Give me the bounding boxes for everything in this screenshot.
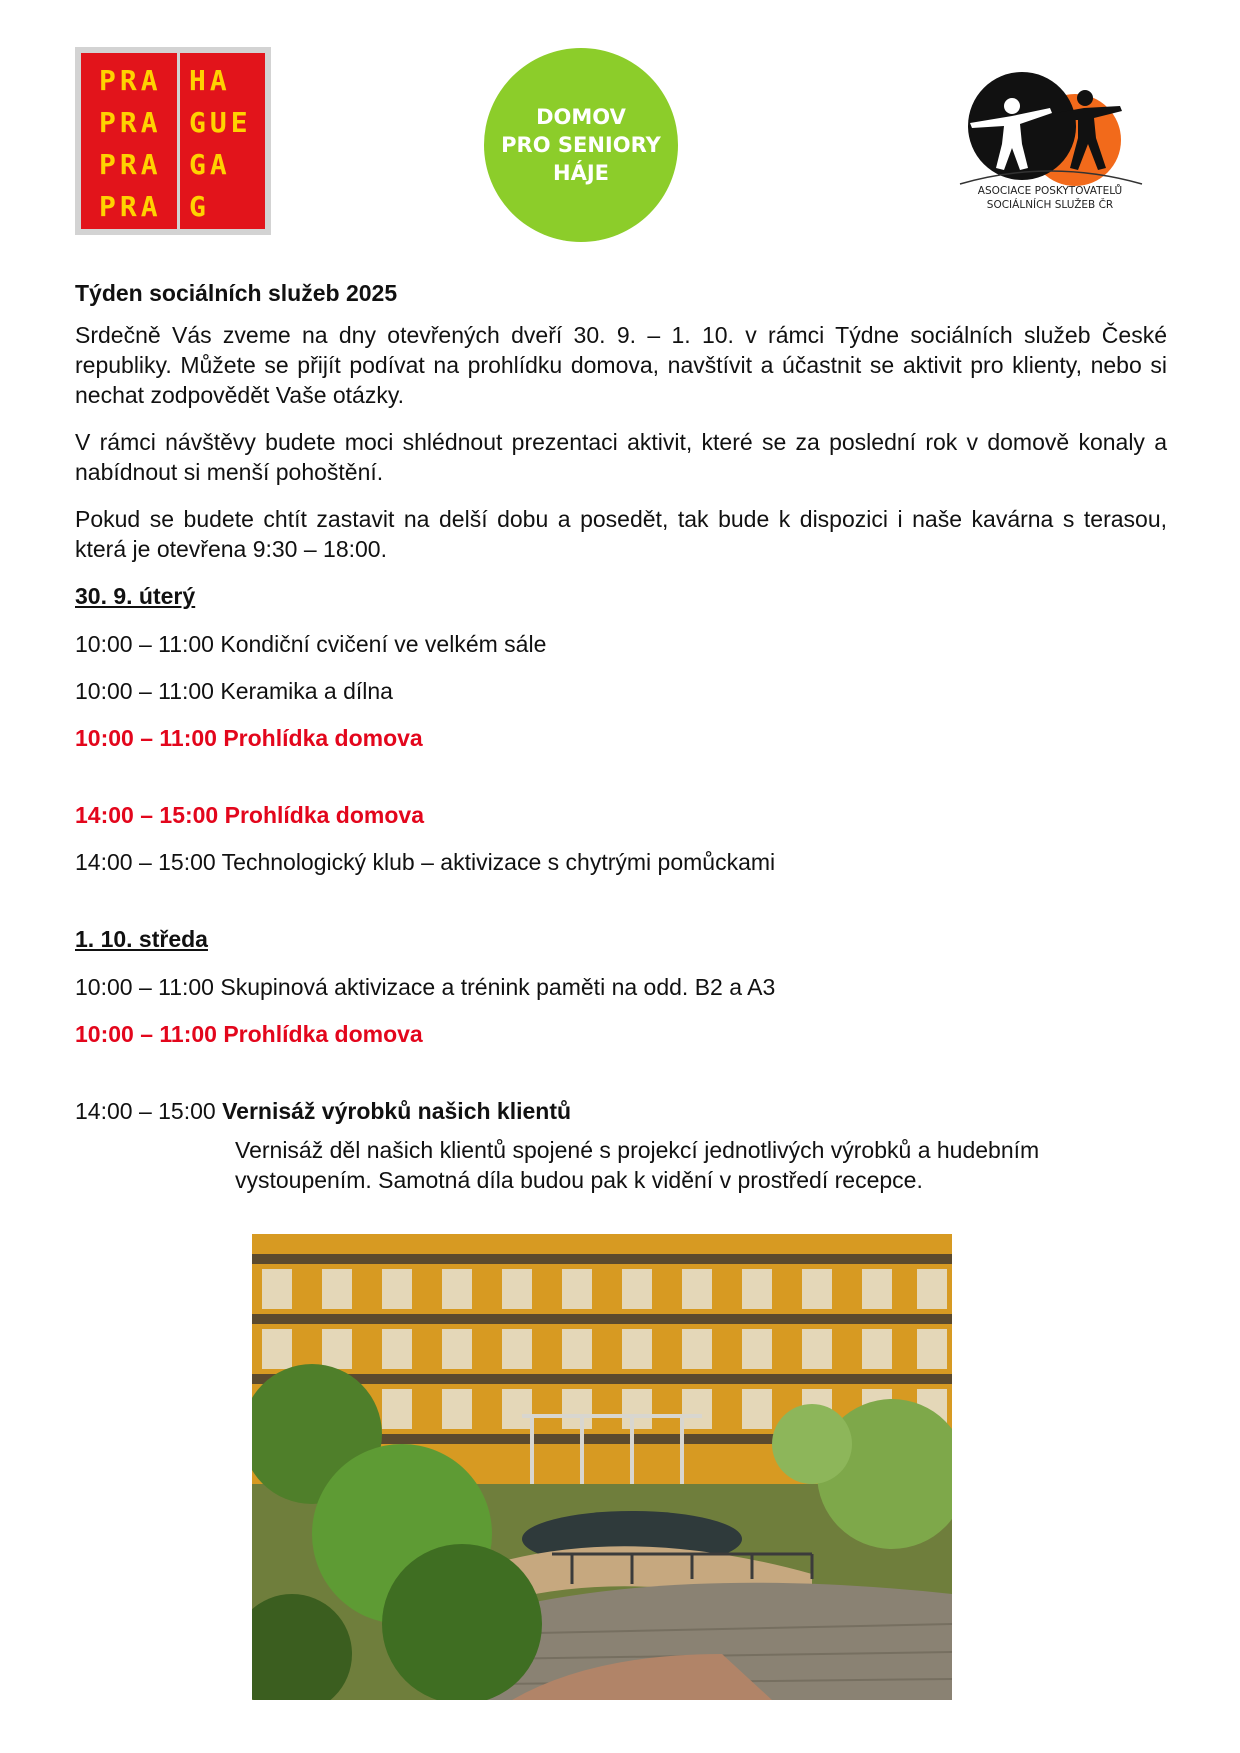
schedule-item-highlight: 14:00 – 15:00 Prohlídka domova (75, 802, 424, 828)
praha-logo-right: HA (189, 64, 231, 97)
spacer (75, 1066, 1167, 1096)
praha-logo-right: G (189, 190, 210, 223)
schedule-item: 10:00 – 11:00 Skupinová aktivizace a trénink paměti na odd. B2 a A3 (75, 974, 776, 1000)
schedule-item-vernisaz (75, 1096, 1167, 1126)
apss-caption-line: ASOCIACE POSKYTOVATELŮ (977, 185, 1123, 197)
praha-logo-left: PRA (99, 64, 162, 97)
vernisaz-title: Vernisáž výrobků našich klientů (222, 1098, 572, 1124)
schedule-item: 10:00 – 11:00 Kondiční cvičení ve velkém sále (75, 631, 547, 657)
praha-logo-red-field (81, 53, 265, 229)
courtyard-building-image (252, 1234, 952, 1700)
praha-logo-left: PRA (99, 148, 162, 181)
schedule-item: 10:00 – 11:00 Keramika a dílna (75, 678, 393, 704)
praha-logo-right: GA (189, 148, 231, 181)
paragraph: Pokud se budete chtít zastavit na delší dobu a posedět, tak bude k dispozici i naše kavárna s terasou, která je otevřena 9:30 – 18:00. (75, 506, 1167, 562)
document-title: Týden sociálních služeb 2025 (75, 280, 398, 306)
praha-logo-row (99, 145, 265, 185)
apss-logo (950, 68, 1150, 218)
domov-logo-line: PRO SENIORY (501, 133, 661, 157)
praha-logo-row (99, 61, 265, 101)
paragraph: V rámci návštěvy budete moci shlédnout prezentaci aktivit, které se za poslední rok v domově konaly a nabídnout si menší pohoštění. (75, 429, 1167, 485)
spacer (75, 770, 1167, 800)
domov-pro-seniory-logo (484, 48, 678, 242)
vernisaz-time: 14:00 – 15:00 (75, 1098, 216, 1124)
apss-logo-caption (950, 184, 1150, 212)
praha-logo-right: GUE (189, 106, 252, 139)
praha-logo-row (99, 187, 265, 227)
praha-logo-left: PRA (99, 190, 162, 223)
document-body (75, 278, 1167, 1195)
paragraph: Srdečně Vás zveme na dny otevřených dveří 30. 9. – 1. 10. v rámci Týdne sociálních služeb České republiky. Můžete se přijít podívat na prohlídku domova, navštívit a účastnit se aktivit pro klienty, nebo si nechat zodpovědět Vaše otázky. (75, 322, 1167, 408)
praha-logo-left: PRA (99, 106, 162, 139)
day-heading-wednesday: 1. 10. středa (75, 926, 208, 952)
schedule-item-highlight: 10:00 – 11:00 Prohlídka domova (75, 725, 423, 751)
schedule-item: 14:00 – 15:00 Technologický klub – aktivizace s chytrými pomůckami (75, 849, 776, 875)
courtyard-photo (252, 1234, 952, 1700)
apss-figures-icon (950, 68, 1150, 186)
praha-logo-row (99, 103, 265, 143)
domov-logo-line: HÁJE (553, 161, 609, 185)
domov-logo-line: DOMOV (536, 105, 626, 129)
day-heading-tuesday: 30. 9. úterý (75, 583, 196, 609)
schedule-item-highlight: 10:00 – 11:00 Prohlídka domova (75, 1021, 423, 1047)
praha-logo (75, 47, 271, 235)
apss-caption-line: SOCIÁLNÍCH SLUŽEB ČR (986, 199, 1114, 211)
vernisaz-description: Vernisáž děl našich klientů spojené s projekcí jednotlivých výrobků a hudebním vystoupením. Samotná díla budou pak k vidění v prostředí recepce. (235, 1137, 1040, 1193)
spacer (75, 894, 1167, 924)
